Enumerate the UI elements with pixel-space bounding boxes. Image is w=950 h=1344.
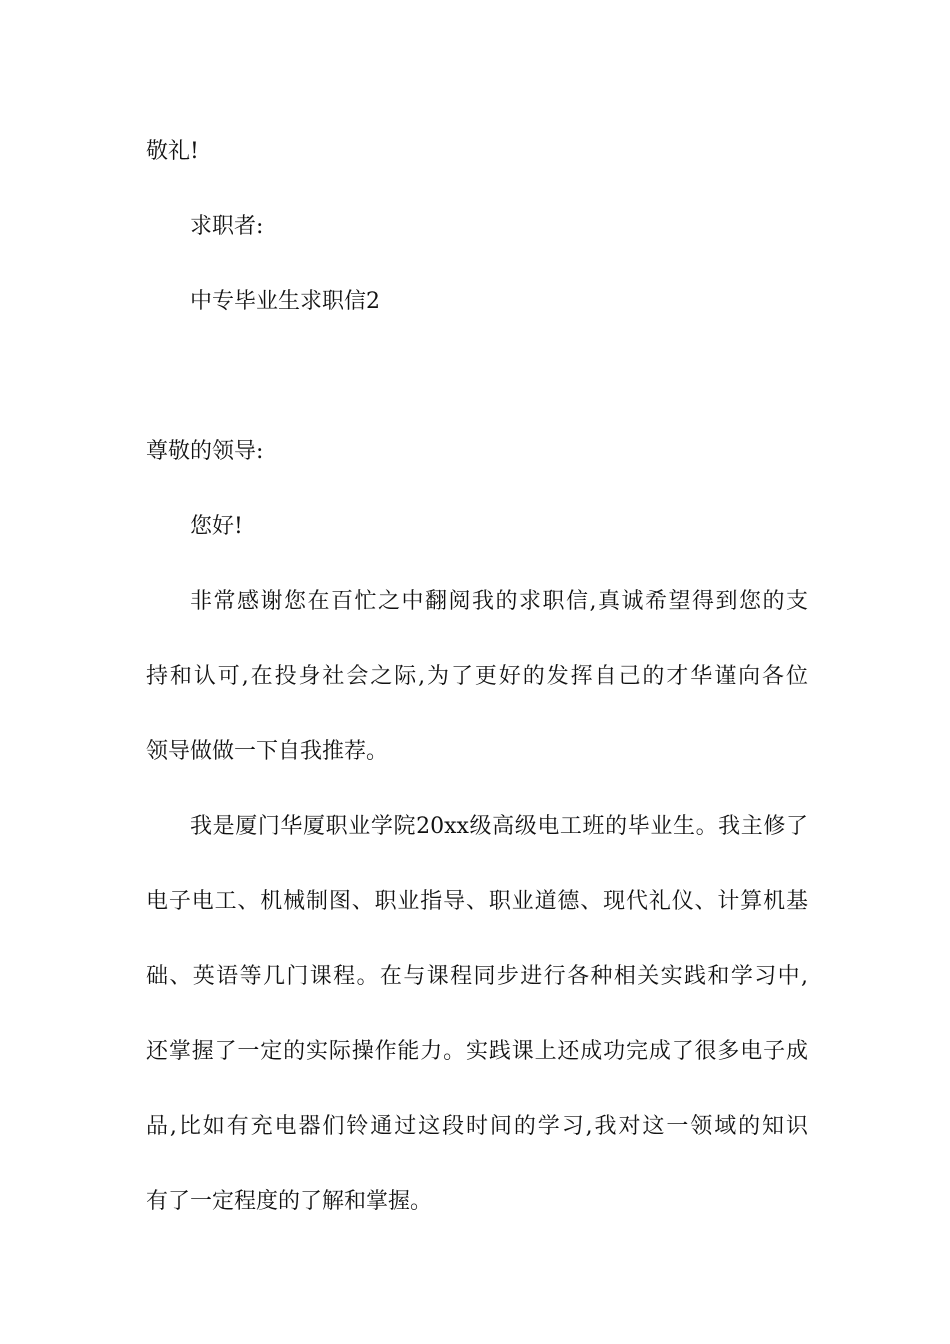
paragraph-2-line-2: 电子电工、机械制图、职业指导、职业道德、现代礼仪、计算机基	[146, 889, 808, 914]
greeting: 您好!	[190, 514, 243, 539]
paragraph-2-line-4: 还掌握了一定的实际操作能力。实践课上还成功完成了很多电子成	[146, 1039, 808, 1064]
signature-label: 求职者:	[190, 214, 264, 239]
paragraph-1-line-1: 非常感谢您在百忙之中翻阅我的求职信,真诚希望得到您的支	[190, 589, 808, 614]
paragraph-2-line-6: 有了一定程度的了解和掌握。	[146, 1189, 433, 1214]
salutation: 尊敬的领导:	[146, 439, 264, 464]
paragraph-2-line-1: 我是厦门华厦职业学院20xx级高级电工班的毕业生。我主修了	[190, 814, 808, 839]
paragraph-1-line-2: 持和认可,在投身社会之际,为了更好的发挥自己的才华谨向各位	[146, 664, 808, 689]
closing-line: 敬礼!	[146, 139, 199, 164]
paragraph-1-line-3: 领导做做一下自我推荐。	[146, 739, 389, 764]
section-title: 中专毕业生求职信2	[190, 289, 380, 314]
paragraph-2-line-5: 品,比如有充电器们铃通过这段时间的学习,我对这一领域的知识	[146, 1114, 808, 1139]
paragraph-2-line-3: 础、英语等几门课程。在与课程同步进行各种相关实践和学习中,	[146, 964, 808, 989]
